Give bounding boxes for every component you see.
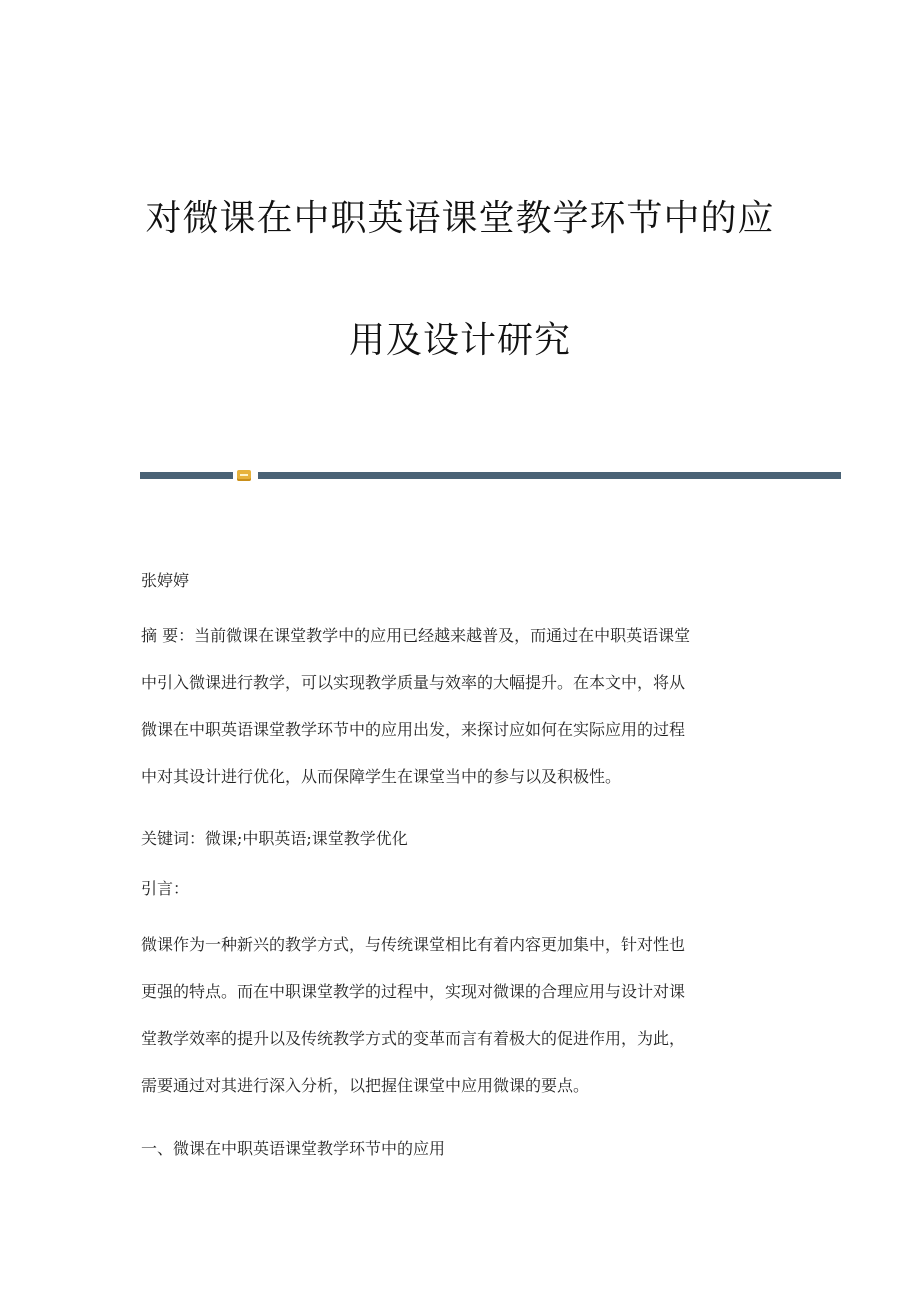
page-title-line-1: 对微课在中职英语课堂教学环节中的应 [145, 198, 775, 239]
keywords: 关键词：微课;中职英语;课堂教学优化 [141, 829, 408, 848]
abstract-line: 中对其设计进行优化，从而保障学生在课堂当中的参与以及积极性。 [141, 767, 622, 786]
divider-bar-right [258, 472, 841, 479]
author-name: 张婷婷 [141, 571, 190, 590]
intro-line: 更强的特点。而在中职课堂教学的过程中，实现对微课的合理应用与设计对课 [141, 982, 686, 1001]
intro-heading: 引言： [141, 879, 190, 898]
divider-bar-left [140, 472, 233, 479]
intro-line: 微课作为一种新兴的教学方式，与传统课堂相比有着内容更加集中，针对性也 [141, 935, 686, 954]
section-heading-1: 一、微课在中职英语课堂教学环节中的应用 [141, 1139, 446, 1158]
abstract [141, 612, 781, 800]
abstract-line: 摘 要：当前微课在课堂教学中的应用已经越来越普及，而通过在中职英语课堂 [141, 626, 691, 645]
intro-line: 堂教学效率的提升以及传统教学方式的变革而言有着极大的促进作用，为此， [141, 1029, 686, 1048]
title-divider [140, 470, 841, 480]
abstract-line: 微课在中职英语课堂教学环节中的应用出发，来探讨应如何在实际应用的过程 [141, 720, 686, 739]
abstract-line: 中引入微课进行教学，可以实现教学质量与效率的大幅提升。在本文中，将从 [141, 673, 686, 692]
intro-paragraph [141, 921, 781, 1109]
intro-line: 需要通过对其进行深入分析，以把握住课堂中应用微课的要点。 [141, 1076, 590, 1095]
page-title-line-2: 用及设计研究 [348, 320, 571, 361]
book-icon [237, 470, 251, 481]
